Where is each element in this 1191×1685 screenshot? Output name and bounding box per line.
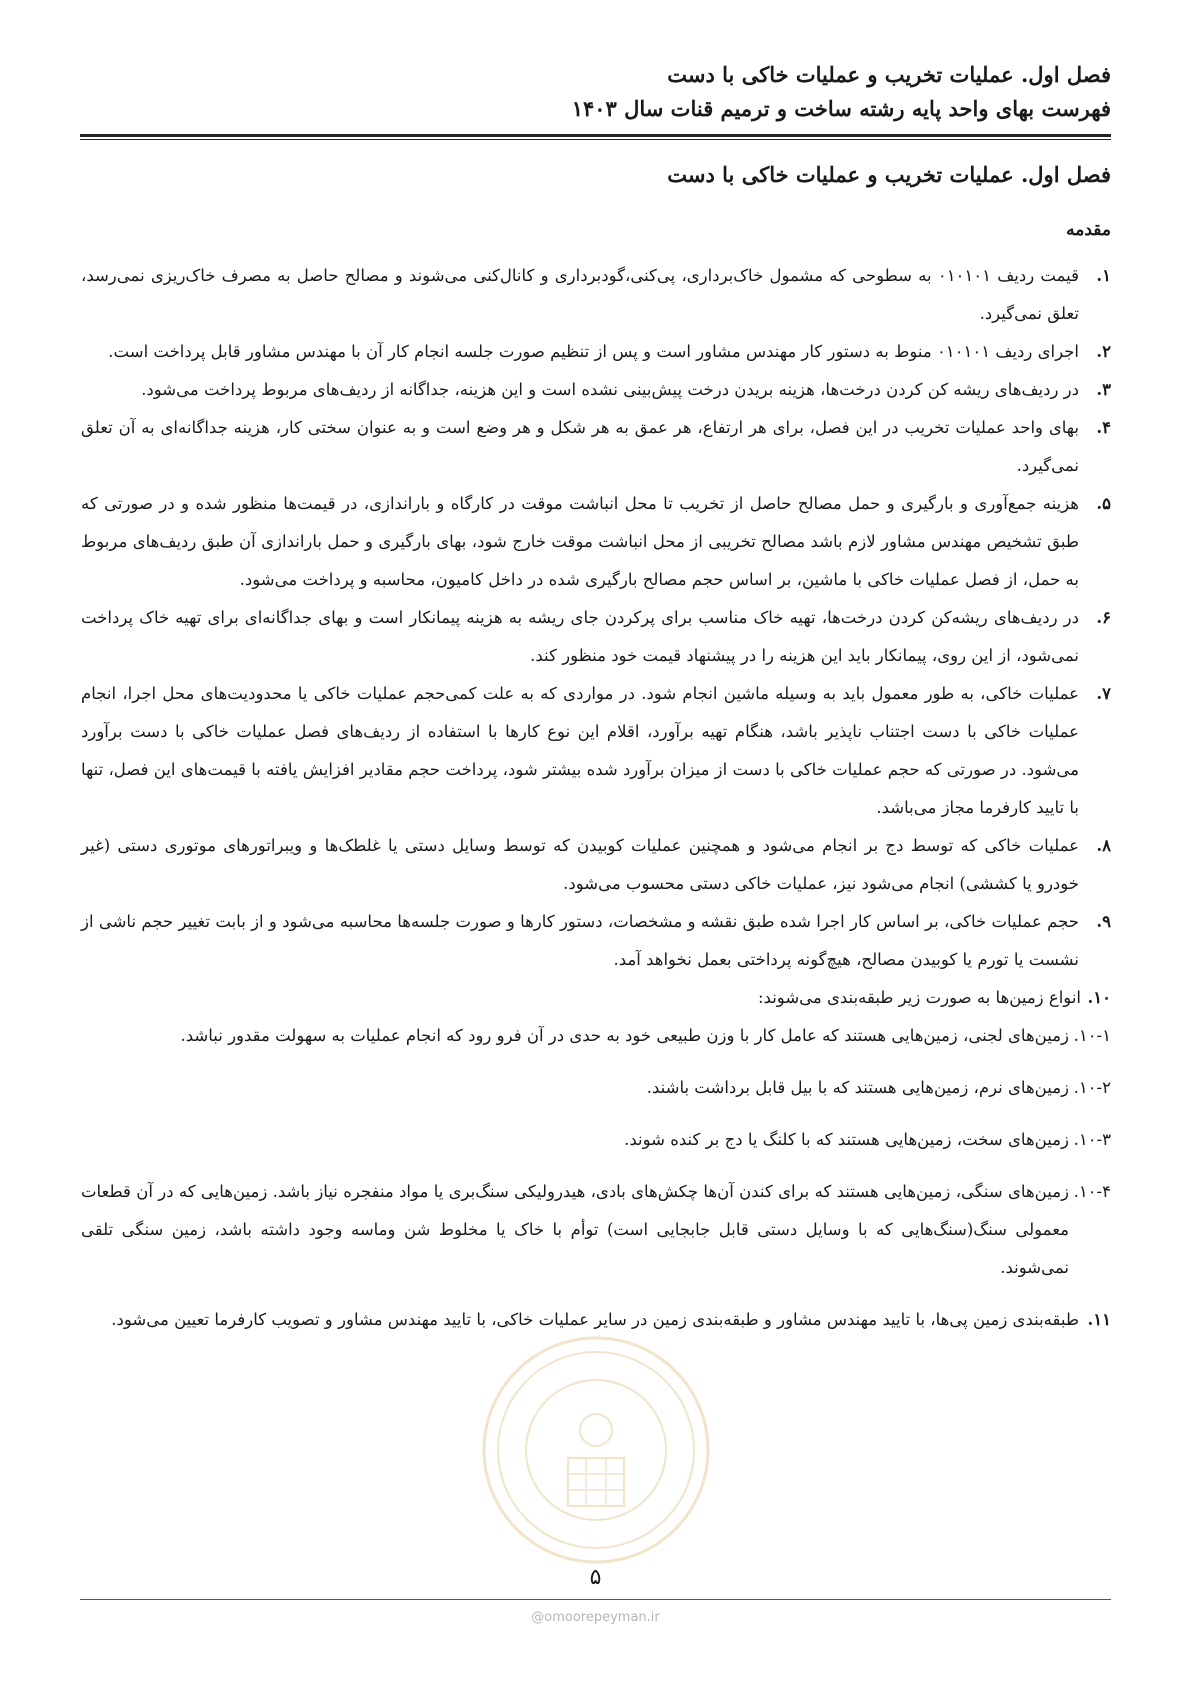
item-text: در ردیف‌های ریشه کن کردن درخت‌ها، هزینه بریدن درخت پیش‌بینی نشده است و این هزینه، جداگانه از ردیف‌های مربوط پرداخت می‌شود.: [141, 380, 1079, 399]
header-rule-thick: [80, 134, 1111, 137]
list-item: [81, 257, 1111, 333]
sub-list-item: [81, 1069, 1111, 1107]
list-item: [81, 979, 1111, 1017]
item-number: ۸.: [1096, 836, 1111, 855]
subitem-text: زمین‌های سنگی، زمین‌هایی هستند که برای کندن آن‌ها چکش‌های بادی، هیدرولیکی سنگ‌بری یا مواد منفجره نیاز باشد. زمین‌هایی که در آن قطعات معمولی سنگ(سنگ‌هایی که با وسایل دستی قابل جابجایی است) توأم با خاک یا مخلوط شن وماسه وجود داشته باشد، زمین سنگی تلقی نمی‌شوند.: [81, 1182, 1069, 1277]
footer-rule: [80, 1599, 1111, 1600]
sub-list-item: [81, 1121, 1111, 1159]
subitem-text: زمین‌های سخت، زمین‌هایی هستند که با کلنگ یا دج بر کنده شوند.: [624, 1130, 1069, 1149]
item-number: ۱۱.: [1087, 1310, 1111, 1329]
subitem-number: ۱۰-۱.: [1073, 1026, 1111, 1045]
item-text: عملیات خاکی که توسط دج بر انجام می‌شود و همچنین عملیات کوبیدن که توسط وسایل دستی یا غلطک‌ها و ویبراتورهای موتوری دستی (غیر خودرو یا کششی) انجام می‌شود نیز، عملیات خاکی دستی محسوب می‌شود.: [81, 836, 1079, 893]
item-text: حجم عملیات خاکی، بر اساس کار اجرا شده طبق نقشه و مشخصات، دستور کارها و صورت جلسه‌ها محاسبه می‌شود و از بابت تغییر حجم ناشی از نشست یا تورم یا کوبیدن مصالح، هیچ‌گونه پرداختی بعمل نخواهد آمد.: [81, 912, 1079, 969]
intro-heading: مقدمه: [1066, 220, 1111, 240]
item-number: ۱۰.: [1087, 988, 1111, 1007]
intro-list: [81, 257, 1111, 1339]
item-text: قیمت ردیف ۰۱۰۱۰۱ به سطوحی که مشمول خاک‌برداری، پی‌کنی،گودبرداری و کانال‌کنی می‌شوند و مصالح حاصل به مصرف خاک‌ریزی نمی‌رسد، تعلق نمی‌گیرد.: [81, 266, 1079, 323]
subitem-number: ۱۰-۲.: [1073, 1078, 1111, 1097]
header-document-title: فهرست بهای واحد پایه رشته ساخت و ترمیم قنات سال ۱۴۰۳: [571, 96, 1111, 121]
subitem-text: زمین‌های لجنی، زمین‌هایی هستند که عامل کار با وزن طبیعی خود به حدی در آن فرو رود که انجام عملیات به سهولت مقدور نباشد.: [180, 1026, 1069, 1045]
subitem-number: ۱۰-۴.: [1073, 1182, 1111, 1201]
page-number: ۵: [589, 1565, 602, 1590]
page-header: [81, 58, 1111, 126]
item-number: ۱.: [1096, 266, 1111, 285]
item-text: بهای واحد عملیات تخریب در این فصل، برای هر ارتفاع، هر عمق به هر شکل و هر وضع است و به عنوان سختی کار، هزینه جداگانه‌ای به آن تعلق نمی‌گیرد.: [81, 418, 1079, 475]
item-text: هزینه جمع‌آوری و بارگیری و حمل مصالح حاصل از تخریب تا محل انباشت موقت در کارگاه و باراندازی، در قیمت‌ها منظور شده و در صورتی که طبق تشخیص مهندس مشاور لازم باشد مصالح تخریبی از محل انباشت موقت خارج شود، بهای بارگیری و حمل باراندازی آن طبق ردیف‌های مربوط به حمل، از فصل عملیات خاکی با ماشین، بر اساس حجم مصالح بارگیری شده در داخل کامیون، محاسبه و پرداخت می‌شود.: [81, 494, 1079, 589]
sub-list-item: [81, 1173, 1111, 1287]
sub-list-item: [81, 1017, 1111, 1055]
item-text: عملیات خاکی، به طور معمول باید به وسیله ماشین انجام شود. در مواردی که به علت کمی‌حجم عملیات خاکی یا محدودیت‌های محل اجرا، انجام عملیات خاکی با دست اجتناب ناپذیر باشد، هنگام تهیه برآورد، اقلام این نوع کارها با استفاده از ردیف‌های فصل عملیات خاکی با دست برآورد می‌شود. در صورتی که حجم عملیات خاکی با دست از میزان برآورد شده بیشتر شود، پرداخت حجم مقادیر افزایش یافته با قیمت‌های این فصل، تنها با تایید کارفرما مجاز می‌باشد.: [81, 684, 1079, 817]
subitem-text: زمین‌های نرم، زمین‌هایی هستند که با بیل قابل برداشت باشند.: [646, 1078, 1069, 1097]
list-item: [81, 333, 1111, 371]
item-number: ۵.: [1096, 494, 1111, 513]
item-number: ۲.: [1096, 342, 1111, 361]
list-item: [81, 599, 1111, 675]
item-number: ۹.: [1096, 912, 1111, 931]
item-text: طبقه‌بندی زمین پی‌ها، با تایید مهندس مشاور و طبقه‌بندی زمین در سایر عملیات خاکی، با تایید مهندس مشاور و تصویب کارفرما تعیین می‌شود.: [111, 1310, 1079, 1329]
item-text: اجرای ردیف ۰۱۰۱۰۱ منوط به دستور کار مهندس مشاور است و پس از تنظیم صورت جلسه انجام کار آن با مهندس مشاور قابل پرداخت است.: [108, 342, 1079, 361]
watermark-seal-icon: [476, 1330, 716, 1570]
item-text: در ردیف‌های ریشه‌کن کردن درخت‌ها، تهیه خاک مناسب برای پرکردن جای ریشه به هزینه پیمانکار است و بهای جداگانه‌ای برای تهیه خاک پرداخت نمی‌شود، از این روی، پیمانکار باید این هزینه را در پیشنهاد قیمت خود منظور کند.: [81, 608, 1079, 665]
list-item: [81, 903, 1111, 979]
item-number: ۶.: [1096, 608, 1111, 627]
list-item: [81, 827, 1111, 903]
item-number: ۳.: [1096, 380, 1111, 399]
header-chapter-title: فصل اول. عملیات تخریب و عملیات خاکی با دست: [667, 62, 1111, 87]
item-number: ۴.: [1096, 418, 1111, 437]
list-item: [81, 409, 1111, 485]
list-item: [81, 675, 1111, 827]
list-item: [81, 485, 1111, 599]
chapter-title: فصل اول. عملیات تخریب و عملیات خاکی با دست: [667, 162, 1111, 187]
header-rule-thin: [80, 139, 1111, 140]
watermark-url: @omoorepeyman.ir: [531, 1610, 660, 1625]
item-text: انواع زمین‌ها به صورت زیر طبقه‌بندی می‌شوند:: [757, 988, 1081, 1007]
subitem-number: ۱۰-۳.: [1073, 1130, 1111, 1149]
item-number: ۷.: [1096, 684, 1111, 703]
list-item: [81, 371, 1111, 409]
